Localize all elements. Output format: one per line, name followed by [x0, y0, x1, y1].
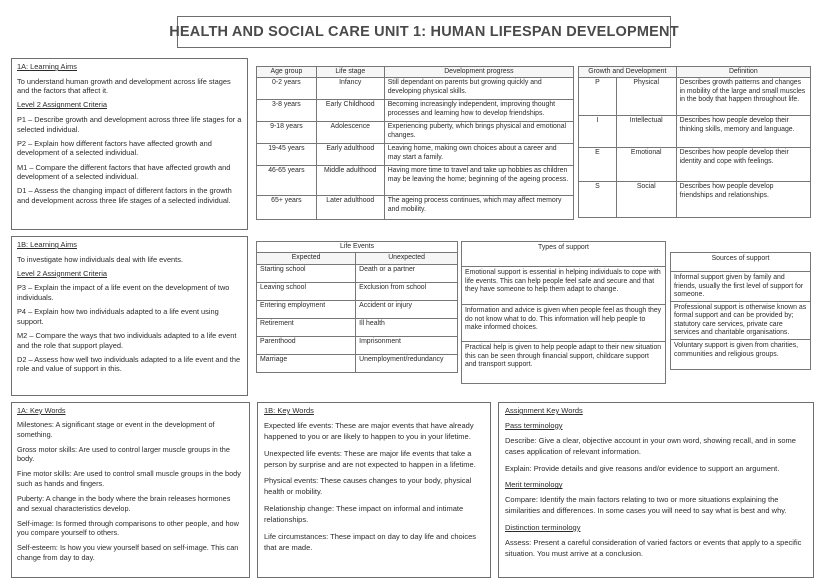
development-progress: Experiencing puberty, which brings physical and emotional changes.	[384, 122, 573, 144]
key-word: Milestones: A significant stage or event in the development of something.	[17, 419, 215, 439]
key-word: Expected life events: These are major events that have already happened to you or are likely to happen to you in your lifetime.	[264, 420, 474, 441]
table-title-row	[257, 242, 458, 253]
pies-letter: E	[579, 148, 617, 182]
expected-event: Leaving school	[257, 282, 356, 300]
criterion-m2: M2 – Compare the ways that two individuals adapted to a life event and the role that support played.	[17, 330, 237, 350]
criterion-p4: P4 – Explain how two individuals adapted to a life event using support.	[17, 307, 219, 326]
table-row	[579, 148, 811, 182]
key-word: Life circumstances: These impact on day to day life and choices that are made.	[264, 531, 477, 552]
criteria-heading: Level 2 Assignment Criteria	[17, 100, 107, 110]
age-group: 65+ years	[257, 196, 317, 220]
table-row	[257, 78, 574, 100]
life-stage: Middle adulthood	[316, 166, 384, 196]
sources-of-support-title: Sources of support	[671, 253, 810, 272]
life-events-table	[256, 241, 458, 373]
table-row	[257, 300, 458, 318]
expected-event: Starting school	[257, 264, 356, 282]
life-stage: Early Childhood	[316, 100, 384, 122]
age-group: 9-18 years	[257, 122, 317, 144]
key-word: Puberty: A change in the body where the brain releases hormones and sexual characteristics develop.	[17, 493, 231, 513]
expected-event: Entering employment	[257, 300, 356, 318]
key-word: Gross motor skills: Are used to control larger muscle groups in the body.	[17, 444, 230, 464]
pies-letter: I	[579, 116, 617, 148]
assignment-key-words	[498, 402, 814, 578]
table-header-row	[579, 67, 811, 78]
col-definition: Definition	[676, 67, 810, 78]
types-of-support-title: Types of support	[462, 242, 665, 267]
unexpected-event: Unemployment/redundancy	[356, 354, 458, 372]
life-events-title: Life Events	[257, 242, 458, 253]
table-row	[257, 336, 458, 354]
definition: Describes how people develop their thinking skills, memory and language.	[676, 116, 810, 148]
expected-event: Retirement	[257, 318, 356, 336]
table-row	[257, 282, 458, 300]
col-expected: Expected	[257, 253, 356, 264]
key-words-1a	[11, 402, 250, 578]
unexpected-event: Death or a partner	[356, 264, 458, 282]
table-row	[257, 144, 574, 166]
pass-terminology-heading: Pass terminology	[505, 420, 563, 430]
col-development-progress: Development progress	[384, 67, 573, 78]
development-progress: Becoming increasingly independent, improving thought processes and learning how to develop friendships.	[384, 100, 573, 122]
emotional-support: Emotional support is essential in helping individuals to cope with life events. This can help people feel safe and secure and that they have someone to help them adapt to change.	[462, 267, 665, 305]
age-group: 3-8 years	[257, 100, 317, 122]
key-word: Physical events: These causes changes to your body, physical health or mobility.	[264, 476, 472, 497]
col-age-group: Age group	[257, 67, 317, 78]
criterion-p2: P2 – Explain how different factors have affected growth and development of a selected individual.	[17, 138, 212, 158]
learning-aims-1a	[11, 58, 248, 230]
development-progress: The ageing process continues, which may affect memory and mobility.	[384, 196, 573, 220]
expected-event: Parenthood	[257, 336, 356, 354]
col-growth-development: Growth and Development	[579, 67, 677, 78]
learning-aims-1b	[11, 236, 248, 396]
unexpected-event: Exclusion from school	[356, 282, 458, 300]
development-area: Physical	[616, 78, 676, 116]
development-area: Intellectual	[616, 116, 676, 148]
assignment-key-words-heading: Assignment Key Words	[505, 406, 583, 415]
distinction-terminology-heading: Distinction terminology	[505, 523, 581, 532]
key-words-1b	[257, 402, 491, 578]
development-area: Emotional	[616, 148, 676, 182]
learning-aims-1b-heading: 1B: Learning Aims	[17, 240, 77, 249]
definition: Describes how people develop their identity and cope with feelings.	[676, 148, 810, 182]
term-explain: Explain: Provide details and give reasons and/or evidence to support an argument.	[505, 463, 780, 473]
table-row	[257, 354, 458, 372]
informal-support: Informal support given by family and friends, usually the first level of support for someone.	[671, 272, 810, 302]
development-area: Social	[616, 182, 676, 218]
term-describe: Describe: Give a clear, objective account in your own word, showing recall, and in some cases application of relevant information.	[505, 435, 796, 456]
sources-of-support	[670, 252, 811, 370]
criterion-p3: P3 – Explain the impact of a life event on the development of two individuals.	[17, 283, 230, 302]
col-life-stage: Life stage	[316, 67, 384, 78]
definition: Describes how people develop friendships and relationships.	[676, 182, 810, 218]
age-group: 46-65 years	[257, 166, 317, 196]
life-stage: Later adulthood	[316, 196, 384, 220]
table-header-row	[257, 253, 458, 264]
table-row	[257, 318, 458, 336]
pies-letter: P	[579, 78, 617, 116]
development-progress: Still dependant on parents but growing quickly and developing physical skills.	[384, 78, 573, 100]
key-words-1b-heading: 1B: Key Words	[264, 406, 314, 415]
key-word: Unexpected life events: These are major life events that take a person by surprise and are not expected to happen in a lifetime.	[264, 448, 476, 469]
information-advice: Information and advice is given when people feel as though they do not know what to do. This information will help people to make informed choices.	[462, 305, 665, 342]
table-row	[579, 78, 811, 116]
life-stage: Early adulthood	[316, 144, 384, 166]
key-words-1a-heading: 1A: Key Words	[17, 406, 66, 415]
criterion-d2: D2 – Assess how well two individuals adapted to a life event and the role and value of support in this.	[17, 354, 241, 374]
life-stage: Infancy	[316, 78, 384, 100]
table-row	[257, 166, 574, 196]
term-assess: Assess: Present a careful consideration of varied factors or events that apply to a specific situation. You must arrive at a conclusion.	[505, 537, 802, 558]
practical-help: Practical help is given to help people adapt to their new situation this can be seen through financial support, childcare support and transport support.	[465, 344, 662, 368]
key-word: Fine motor skills: Are used to control small muscle groups in the body such as hands and fingers.	[17, 469, 241, 489]
voluntary-support: Voluntary support is given from charities, communities and religious groups.	[674, 342, 799, 358]
growth-development-table	[578, 66, 811, 218]
term-compare: Compare: Identify the main factors relating to two or more situations explaining the similarities and differences. In some cases you will need to say what is best and why.	[505, 495, 787, 516]
development-progress: Leaving home, making own choices about a career and may start a family.	[384, 144, 573, 166]
age-group: 19-45 years	[257, 144, 317, 166]
life-stage: Adolescence	[316, 122, 384, 144]
table-row	[257, 264, 458, 282]
life-stages-table	[256, 66, 574, 220]
types-of-support	[461, 241, 666, 384]
criterion-p1: P1 – Describe growth and development across three life stages for a selected individual.	[17, 115, 242, 134]
definition: Describes growth patterns and changes in mobility of the large and small muscles in the body that happen throughout life.	[676, 78, 810, 116]
learning-aim-text: To investigate how individuals deal with life events.	[17, 254, 183, 264]
table-row	[257, 100, 574, 122]
criterion-m1: M1 – Compare the different factors that have affected growth and development of a selected individual.	[17, 162, 231, 182]
development-progress: Having more time to travel and take up hobbies as children may be leaving the home; beginning of the ageing process.	[384, 166, 573, 196]
key-word: Relationship change: These impact on informal and intimate relationships.	[264, 504, 464, 524]
learning-aim-text: To understand human growth and development across life stages and the factors that affect it.	[17, 76, 231, 96]
expected-event: Marriage	[257, 354, 356, 372]
unexpected-event: Imprisonment	[356, 336, 458, 354]
col-unexpected: Unexpected	[356, 253, 458, 264]
criterion-d1: D1 – Assess the changing impact of different factors in the growth and development across three life stages of a selected individual.	[17, 186, 232, 205]
key-word: Self-image: Is formed through comparisons to other people, and how you compare yourself to others.	[17, 518, 239, 538]
merit-terminology-heading: Merit terminology	[505, 480, 563, 490]
professional-support: Professional support is otherwise known as formal support and can be provided by; statutory care services, private care services and charitable organisations.	[671, 302, 810, 340]
table-row	[257, 196, 574, 220]
key-word: Self-esteem: Is how you view yourself based on self-image. This can change from day to day.	[17, 543, 239, 563]
unexpected-event: Ill health	[356, 318, 458, 336]
page-title: HEALTH AND SOCIAL CARE UNIT 1: HUMAN LIFESPAN DEVELOPMENT	[177, 16, 671, 48]
age-group: 0-2 years	[257, 78, 317, 100]
table-row	[257, 122, 574, 144]
criteria-heading: Level 2 Assignment Criteria	[17, 268, 107, 278]
learning-aims-1a-heading: 1A: Learning Aims	[17, 62, 77, 71]
table-row	[579, 182, 811, 218]
table-header-row	[257, 67, 574, 78]
table-row	[579, 116, 811, 148]
pies-letter: S	[579, 182, 617, 218]
unexpected-event: Accident or injury	[356, 300, 458, 318]
